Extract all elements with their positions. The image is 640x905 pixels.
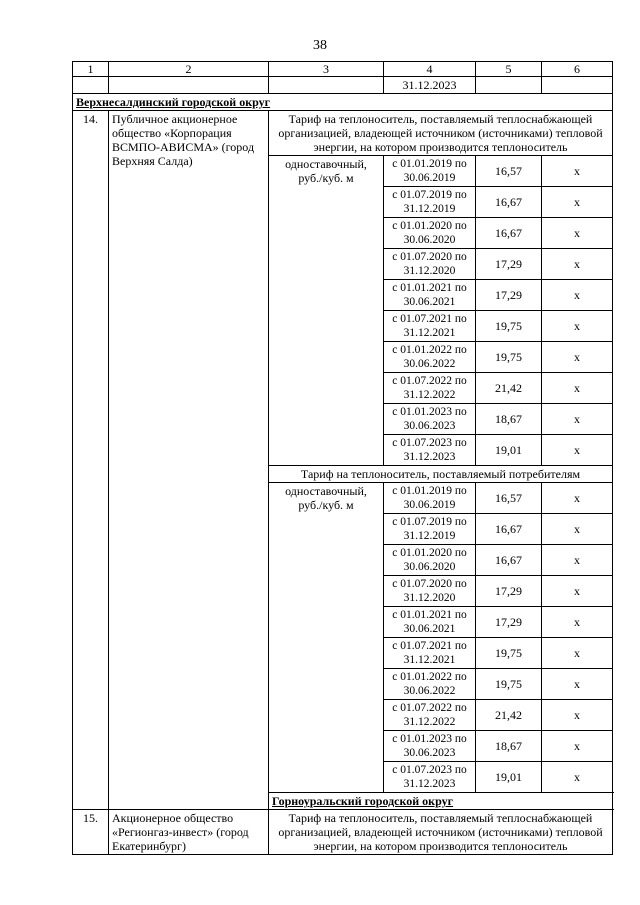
column-number-row xyxy=(73,62,613,77)
tariff-period: с 01.07.2022 по 31.12.2022 xyxy=(384,700,476,731)
tariff-value: 16,67 xyxy=(476,187,542,218)
entry-number: 15. xyxy=(73,810,109,855)
tariff-title: Тариф на теплоноситель, поставляемый теплоснабжающей организацией, владеющей источником (источниками) тепловой энергии, на котором производится теплоноситель xyxy=(269,810,613,855)
tariff-value: 16,67 xyxy=(476,218,542,249)
tariff-value: 19,75 xyxy=(476,638,542,669)
organization-name: Акционерное общество «Регионгаз-инвест» (город Екатеринбург) xyxy=(109,810,269,855)
region-heading: Верхнесалдинский городской округ xyxy=(73,94,613,111)
column-number: 1 xyxy=(73,62,109,77)
column-number: 2 xyxy=(109,62,269,77)
tariff-mark: x xyxy=(542,545,613,576)
tariff-value: 19,01 xyxy=(476,435,542,466)
tariff-value: 19,75 xyxy=(476,311,542,342)
tariff-mark: x xyxy=(542,373,613,404)
tariff-mark: x xyxy=(542,218,613,249)
page-number: 38 xyxy=(313,38,327,53)
tariff-period: с 01.01.2023 по 30.06.2023 xyxy=(384,731,476,762)
column-number: 5 xyxy=(476,62,542,77)
entry-number: 14. xyxy=(73,111,109,810)
tariff-value: 21,42 xyxy=(476,700,542,731)
tariff-unit: одноставочный, руб./куб. м xyxy=(269,156,384,466)
tariff-mark: x xyxy=(542,249,613,280)
tariff-mark: x xyxy=(542,156,613,187)
tariff-mark: x xyxy=(542,700,613,731)
entry-15-title-row xyxy=(73,810,613,855)
tariff-period: с 01.01.2023 по 30.06.2023 xyxy=(384,404,476,435)
tariff-mark: x xyxy=(542,435,613,466)
tariff-value: 17,29 xyxy=(476,576,542,607)
tariff-mark: x xyxy=(542,187,613,218)
column-number: 6 xyxy=(542,62,613,77)
tariff-mark: x xyxy=(542,576,613,607)
tariff-value: 16,67 xyxy=(476,514,542,545)
tariff-value: 19,75 xyxy=(476,342,542,373)
tariff-value: 17,29 xyxy=(476,249,542,280)
tariff-value: 18,67 xyxy=(476,731,542,762)
tariff-period: с 01.01.2020 по 30.06.2020 xyxy=(384,218,476,249)
tariff-period: с 01.07.2019 по 31.12.2019 xyxy=(384,514,476,545)
entry-14-title-row xyxy=(73,111,613,156)
tariff-period: с 01.01.2019 по 30.06.2019 xyxy=(384,156,476,187)
organization-name: Публичное акционерное общество «Корпорация ВСМПО-АВИСМА» (город Верхняя Салда) xyxy=(109,111,269,810)
carry-over-row xyxy=(73,77,613,94)
tariff-mark: x xyxy=(542,311,613,342)
column-number: 4 xyxy=(384,62,476,77)
tariff-value: 19,01 xyxy=(476,762,542,793)
tariff-mark: x xyxy=(542,404,613,435)
tariff-period: с 01.07.2023 по 31.12.2023 xyxy=(384,762,476,793)
tariff-value: 21,42 xyxy=(476,373,542,404)
tariff-period: с 01.01.2021 по 30.06.2021 xyxy=(384,280,476,311)
tariff-period: с 01.07.2019 по 31.12.2019 xyxy=(384,187,476,218)
column-number: 3 xyxy=(269,62,384,77)
tariff-value: 16,57 xyxy=(476,156,542,187)
tariff-mark: x xyxy=(542,669,613,700)
tariff-period: с 01.01.2019 по 30.06.2019 xyxy=(384,483,476,514)
carry-over-date: 31.12.2023 xyxy=(384,77,476,94)
tariff-title: Тариф на теплоноситель, поставляемый теплоснабжающей организацией, владеющей источником (источниками) тепловой энергии, на котором производится теплоноситель xyxy=(269,111,613,156)
tariff-mark: x xyxy=(542,638,613,669)
tariff-mark: x xyxy=(542,731,613,762)
tariff-period: с 01.07.2021 по 31.12.2021 xyxy=(384,638,476,669)
tariff-value: 16,57 xyxy=(476,483,542,514)
tariff-mark: x xyxy=(542,607,613,638)
tariff-period: с 01.07.2021 по 31.12.2021 xyxy=(384,311,476,342)
tariff-mark: x xyxy=(542,762,613,793)
tariff-unit: одноставочный, руб./куб. м xyxy=(269,483,384,793)
tariff-period: с 01.07.2023 по 31.12.2023 xyxy=(384,435,476,466)
tariff-mark: x xyxy=(542,342,613,373)
tariff-title: Тариф на теплоноситель, поставляемый потребителям xyxy=(269,466,613,483)
region-heading: Горноуральский городской округ xyxy=(269,793,613,810)
tariff-period: с 01.01.2021 по 30.06.2021 xyxy=(384,607,476,638)
tariff-value: 16,67 xyxy=(476,545,542,576)
tariff-mark: x xyxy=(542,514,613,545)
tariff-mark: x xyxy=(542,483,613,514)
tariff-table xyxy=(72,61,613,855)
tariff-mark: x xyxy=(542,280,613,311)
tariff-period: с 01.07.2022 по 31.12.2022 xyxy=(384,373,476,404)
tariff-period: с 01.07.2020 по 31.12.2020 xyxy=(384,576,476,607)
tariff-value: 17,29 xyxy=(476,280,542,311)
tariff-period: с 01.01.2022 по 30.06.2022 xyxy=(384,669,476,700)
tariff-value: 19,75 xyxy=(476,669,542,700)
region-row xyxy=(73,94,613,111)
tariff-period: с 01.07.2020 по 31.12.2020 xyxy=(384,249,476,280)
tariff-value: 17,29 xyxy=(476,607,542,638)
tariff-value: 18,67 xyxy=(476,404,542,435)
tariff-period: с 01.01.2020 по 30.06.2020 xyxy=(384,545,476,576)
tariff-period: с 01.01.2022 по 30.06.2022 xyxy=(384,342,476,373)
